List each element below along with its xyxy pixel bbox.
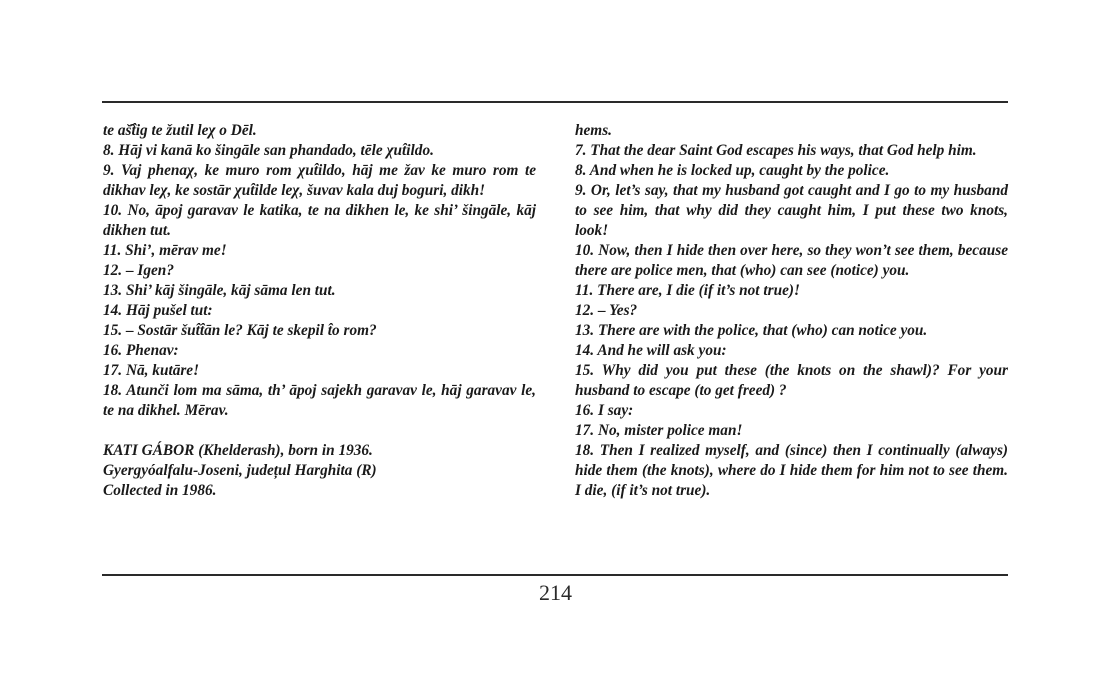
source-collected: Collected in 1986.: [103, 482, 217, 499]
top-rule: [102, 101, 1008, 103]
translation-line: 11. There are, I die (if it’s not true)!: [575, 282, 800, 299]
source-place: Gyergyóalfalu-Joseni, județul Harghita (R): [103, 462, 377, 479]
translation-line: hems.: [575, 122, 612, 139]
translation-line: 9. Or, let’s say, that my husband got caught and I go to my husband to see him, that why did they caught him, I put these two knots, look!: [575, 182, 1008, 239]
romani-line: 13. Shi’ kāj šingāle, kāj sāma len tut.: [103, 282, 336, 299]
romani-line: 9. Vaj phenaχ, ke muro rom χut̂ildo, hāj me žav ke muro rom te dikhav leχ, ke sostār χut̂ilde leχ, šuvav kala duj boguri, dikh!: [103, 162, 536, 199]
translation-line: 17. No, mister police man!: [575, 422, 743, 439]
source-informant: KATI GÁBOR (Khelderash), born in 1936.: [103, 442, 373, 459]
bottom-rule: [102, 574, 1008, 576]
translation-line: 18. Then I realized myself, and (since) then I continually (always) hide them (the knots), where do I hide them for him not to see them. I die, (if it’s not true).: [575, 442, 1008, 499]
translation-line: 7. That the dear Saint God escapes his ways, that God help him.: [575, 142, 977, 159]
translation-line: 15. Why did you put these (the knots on the shawl)? For your husband to escape (to get freed) ?: [575, 362, 1008, 399]
page-number: 214: [539, 580, 572, 605]
romani-line: 11. Shi’, mērav me!: [103, 242, 227, 259]
romani-line: 17. Nā, kutāre!: [103, 362, 200, 379]
romani-text-column: [103, 121, 536, 501]
translation-line: 16. I say:: [575, 402, 634, 419]
translation-line: 13. There are with the police, that (who) can notice you.: [575, 322, 928, 339]
romani-line: 18. Atunči lom ma sāma, th’ āpoj sajekh garavav le, hāj garavav le, te na dikhel. Mērav.: [103, 382, 536, 419]
translation-line: 14. And he will ask you:: [575, 342, 727, 359]
romani-line: 10. No, āpoj garavav le katika, te na dikhen le, ke shi’ šingāle, kāj dikhen tut.: [103, 202, 536, 239]
romani-line: te aš̂t̂ig te žutil leχ o Dēl.: [103, 122, 257, 139]
romani-line: 12. – Igen?: [103, 262, 174, 279]
romani-line: 16. Phenav:: [103, 342, 179, 359]
english-translation-column: [575, 121, 1008, 501]
translation-line: 8. And when he is locked up, caught by the police.: [575, 162, 890, 179]
translation-line: 10. Now, then I hide then over here, so they won’t see them, because there are police men, that (who) can see (notice) you.: [575, 242, 1008, 279]
romani-line: 14. Hāj pušel tut:: [103, 302, 213, 319]
romani-line: 8. Hāj vi kanā ko šingāle san phandado, tēle χut̂ildo.: [103, 142, 434, 159]
translation-line: 12. – Yes?: [575, 302, 638, 319]
spacer: [103, 421, 536, 441]
romani-line: 15. – Sostār šut̂t̂ān le? Kāj te skepil t̂o rom?: [103, 322, 377, 339]
